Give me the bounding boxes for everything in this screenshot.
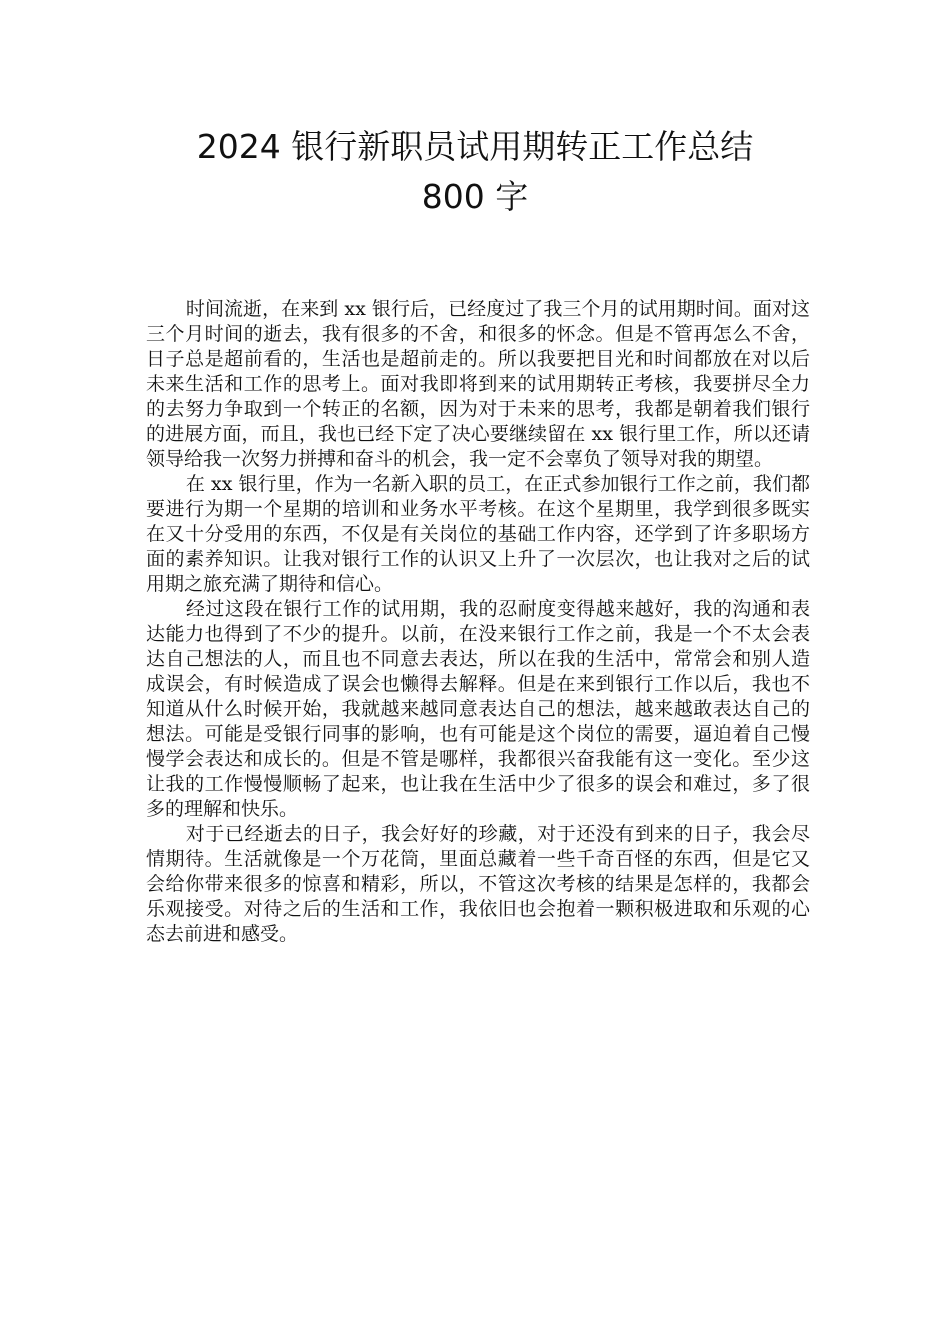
document-title-line-2: 800 字 bbox=[421, 177, 529, 216]
document-title-line-1: 2024 银行新职员试用期转正工作总结 bbox=[196, 127, 754, 166]
body-paragraph-3: 经过这段在银行工作的试用期，我的忍耐度变得越来越好，我的沟通和表达能力也得到了不少的提升。以前，在没来银行工作之前，我是一个不太会表达自己想法的人，而且也不同意去表达，所以在我的生活中，常常会和别人造成误会，有时候造成了误会也懒得去解释。但是在来到银行工作以后，我也不知道从什么时候开始，我就越来越同意表达自己的想法，越来越敢表达自己的想法。可能是受银行同事的影响，也有可能是这个岗位的需要，逼迫着自己慢慢学会表达和成长的。但是不管是哪样，我都很兴奋我能有这一变化。至少这让我的工作慢慢顺畅了起来，也让我在生活中少了很多的误会和难过，多了很多的理解和快乐。 bbox=[146, 598, 810, 820]
body-paragraph-4: 对于已经逝去的日子，我会好好的珍藏，对于还没有到来的日子，我会尽情期待。生活就像是一个万花筒，里面总藏着一些千奇百怪的东西，但是它又会给你带来很多的惊喜和精彩，所以，不管这次考核的结果是怎样的，我都会乐观接受。对待之后的生活和工作，我依旧也会抱着一颗积极进取和乐观的心态去前进和感受。 bbox=[146, 823, 810, 945]
body-paragraph-1: 时间流逝，在来到 xx 银行后，已经度过了我三个月的试用期时间。面对这三个月时间的逝去，我有很多的不舍，和很多的怀念。但是不管再怎么不舍，日子总是超前看的，生活也是超前走的。所以我要把目光和时间都放在对以后未来生活和工作的思考上。面对我即将到来的试用期转正考核，我要拼尽全力的去努力争取到一个转正的名额，因为对于未来的思考，我都是朝着我们银行的进展方面，而且，我也已经下定了决心要继续留在 xx 银行里工作，所以还请领导给我一次努力拼搏和奋斗的机会，我一定不会辜负了领导对我的期望。 bbox=[146, 298, 810, 470]
document-body bbox=[146, 297, 810, 947]
body-paragraph-2: 在 xx 银行里，作为一名新入职的员工，在正式参加银行工作之前，我们都要进行为期一个星期的培训和业务水平考核。在这个星期里，我学到很多既实在又十分受用的东西，不仅是有关岗位的基础工作内容，还学到了许多职场方面的素养知识。让我对银行工作的认识又上升了一次层次，也让我对之后的试用期之旅充满了期待和信心。 bbox=[146, 473, 810, 595]
document-title bbox=[100, 122, 850, 222]
